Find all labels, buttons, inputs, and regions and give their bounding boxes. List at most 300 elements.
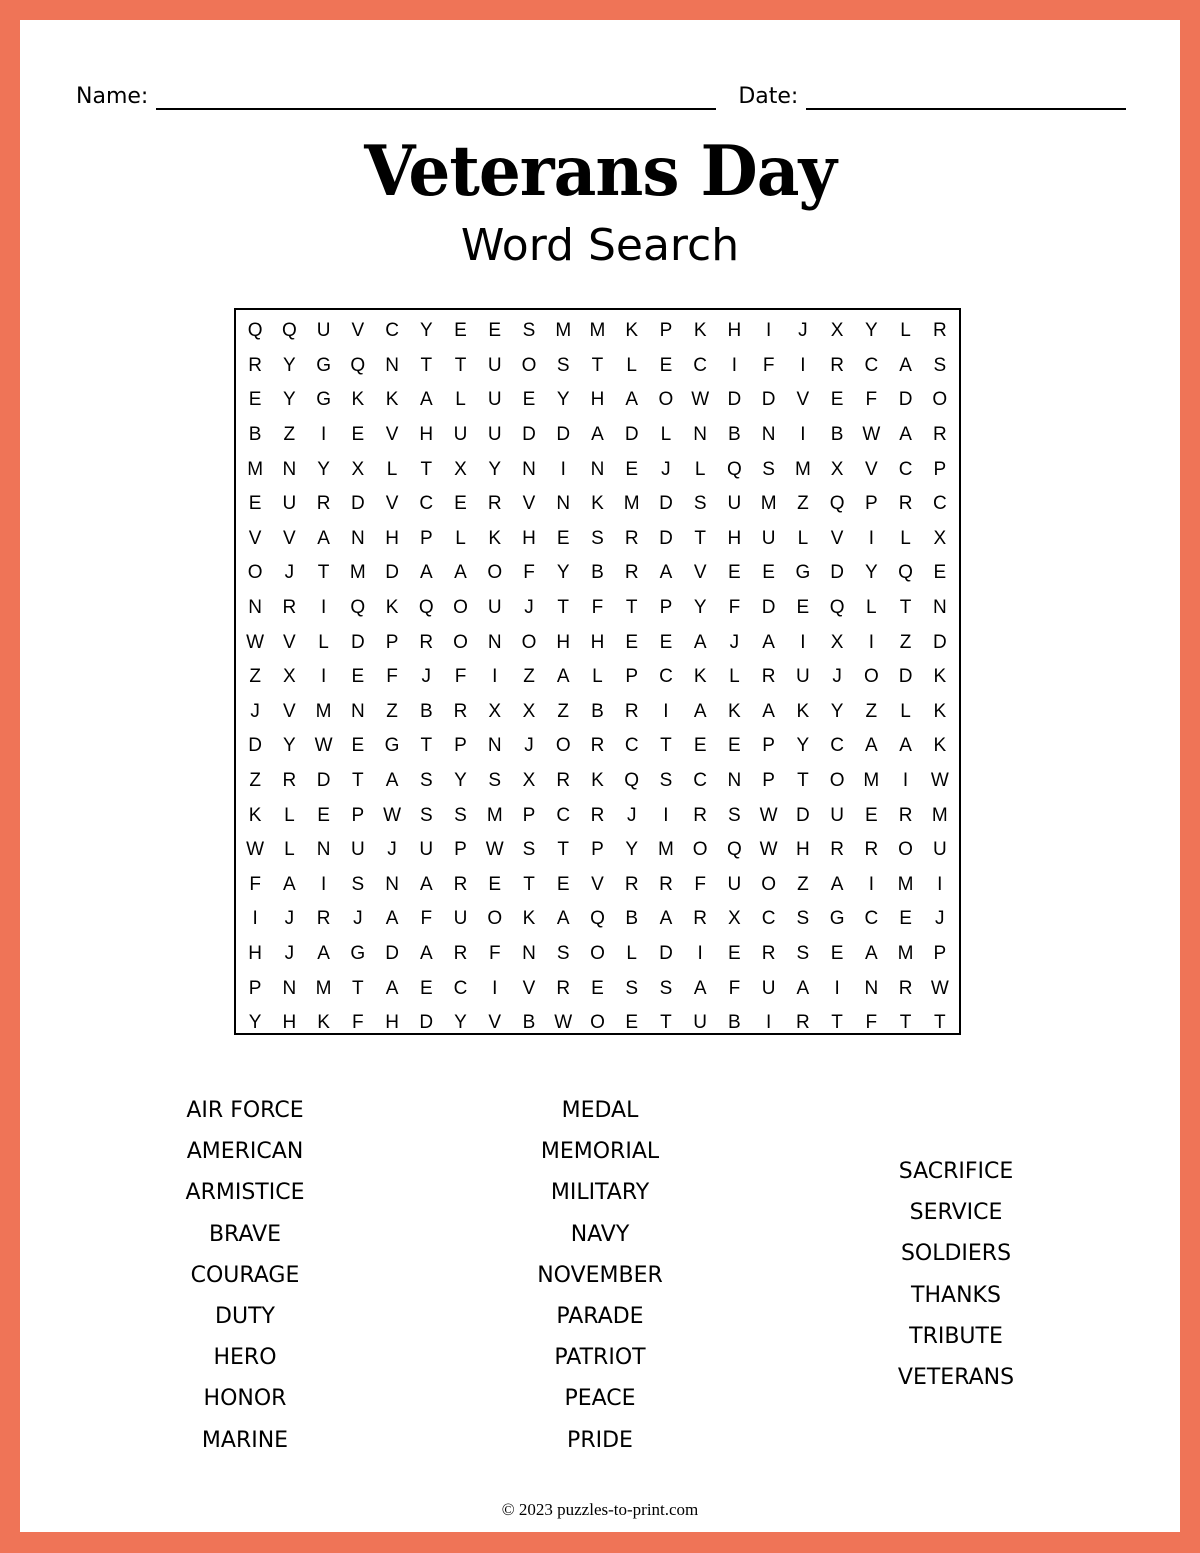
grid-cell[interactable]: Z (557, 700, 570, 722)
grid-cell[interactable]: N (727, 770, 742, 792)
grid-cell[interactable]: J (798, 320, 808, 342)
grid-cell[interactable]: K (693, 666, 707, 688)
grid-cell[interactable]: Y (454, 770, 467, 792)
grid-cell[interactable]: A (659, 562, 673, 584)
grid-cell[interactable]: Y (283, 735, 296, 757)
grid-cell[interactable]: U (419, 839, 434, 861)
grid-cell[interactable]: N (522, 458, 536, 480)
grid-cell[interactable]: H (385, 527, 399, 549)
grid-cell[interactable]: V (488, 1012, 502, 1034)
grid-cell[interactable]: T (352, 977, 364, 999)
grid-cell[interactable]: R (316, 493, 331, 515)
grid-cell[interactable]: N (693, 424, 708, 446)
grid-cell[interactable]: K (522, 908, 536, 930)
grid-cell[interactable]: T (420, 354, 433, 376)
grid-cell[interactable]: J (284, 908, 295, 930)
grid-cell[interactable]: O (521, 631, 537, 653)
grid-cell[interactable]: C (624, 735, 639, 757)
grid-cell[interactable]: A (591, 424, 604, 446)
grid-cell[interactable]: I (252, 908, 258, 930)
grid-cell[interactable]: M (589, 320, 606, 342)
grid-cell[interactable]: B (522, 1012, 536, 1034)
grid-cell[interactable]: I (800, 354, 806, 376)
date-field[interactable] (806, 84, 1126, 110)
grid-cell[interactable]: F (865, 389, 878, 411)
grid-cell[interactable]: M (349, 562, 366, 584)
grid-cell[interactable]: F (352, 1012, 364, 1034)
grid-cell[interactable]: O (692, 839, 708, 861)
grid-cell[interactable]: K (591, 493, 604, 515)
grid-cell[interactable]: V (385, 424, 399, 446)
grid-cell[interactable]: E (248, 493, 262, 515)
grid-cell[interactable]: S (419, 770, 433, 792)
grid-cell[interactable]: C (453, 977, 468, 999)
grid-cell[interactable]: D (350, 493, 365, 515)
grid-cell[interactable]: N (350, 527, 365, 549)
grid-cell[interactable]: E (728, 735, 741, 757)
grid-cell[interactable]: U (487, 597, 502, 619)
grid-cell[interactable]: U (932, 839, 947, 861)
grid-cell[interactable]: S (796, 908, 810, 930)
grid-cell[interactable]: S (591, 527, 604, 549)
grid-cell[interactable]: A (556, 666, 570, 688)
grid-cell[interactable]: E (830, 942, 844, 964)
grid-cell[interactable]: A (693, 631, 707, 653)
grid-cell[interactable]: F (386, 666, 398, 688)
grid-cell[interactable]: J (421, 666, 432, 688)
grid-cell[interactable]: I (697, 942, 703, 964)
grid-cell[interactable]: S (522, 320, 536, 342)
grid-cell[interactable]: M (760, 493, 777, 515)
grid-cell[interactable]: A (317, 942, 330, 964)
grid-cell[interactable]: K (728, 700, 741, 722)
grid-cell[interactable]: I (800, 424, 806, 446)
grid-cell[interactable]: U (453, 424, 468, 446)
grid-cell[interactable]: E (488, 320, 502, 342)
grid-cell[interactable]: O (521, 354, 537, 376)
grid-cell[interactable]: E (864, 804, 878, 826)
grid-cell[interactable]: P (454, 839, 467, 861)
grid-cell[interactable]: T (523, 873, 535, 895)
grid-cell[interactable]: K (591, 770, 604, 792)
grid-cell[interactable]: U (761, 527, 776, 549)
grid-cell[interactable]: E (625, 631, 639, 653)
grid-cell[interactable]: O (590, 942, 605, 964)
grid-cell[interactable]: V (522, 493, 536, 515)
grid-cell[interactable]: E (317, 804, 330, 826)
grid-cell[interactable]: R (590, 735, 605, 757)
grid-cell[interactable]: P (659, 320, 673, 342)
grid-cell[interactable]: Z (797, 873, 809, 895)
grid-cell[interactable]: R (453, 942, 468, 964)
grid-cell[interactable]: O (453, 597, 468, 619)
grid-cell[interactable]: Q (350, 597, 366, 619)
grid-cell[interactable]: G (316, 389, 331, 411)
grid-cell[interactable]: W (930, 770, 949, 792)
grid-cell[interactable]: A (385, 977, 399, 999)
grid-cell[interactable]: U (761, 977, 776, 999)
grid-cell[interactable]: E (351, 666, 365, 688)
grid-cell[interactable]: T (660, 1012, 672, 1034)
grid-cell[interactable]: J (729, 631, 740, 653)
grid-cell[interactable]: S (625, 977, 639, 999)
grid-cell[interactable]: M (897, 873, 914, 895)
grid-cell[interactable]: Z (386, 700, 398, 722)
grid-cell[interactable]: T (557, 839, 570, 861)
grid-cell[interactable]: M (658, 839, 674, 861)
grid-cell[interactable]: F (728, 597, 741, 619)
grid-cell[interactable]: B (248, 424, 262, 446)
grid-cell[interactable]: Q (590, 908, 605, 930)
grid-cell[interactable]: V (248, 527, 262, 549)
grid-cell[interactable]: R (830, 839, 844, 861)
grid-cell[interactable]: C (864, 354, 879, 376)
grid-cell[interactable]: E (728, 942, 741, 964)
grid-cell[interactable]: M (555, 320, 572, 342)
grid-cell[interactable]: N (556, 493, 571, 515)
grid-cell[interactable]: Y (317, 458, 330, 480)
grid-cell[interactable]: Y (454, 1012, 467, 1034)
grid-cell[interactable]: C (419, 493, 434, 515)
grid-cell[interactable]: L (455, 527, 466, 549)
grid-cell[interactable]: P (419, 527, 433, 549)
grid-cell[interactable]: W (246, 631, 265, 653)
grid-cell[interactable]: A (385, 908, 399, 930)
grid-cell[interactable]: U (796, 666, 810, 688)
grid-cell[interactable]: X (283, 666, 296, 688)
grid-cell[interactable]: R (316, 908, 331, 930)
grid-cell[interactable]: P (659, 597, 673, 619)
grid-cell[interactable]: P (933, 458, 947, 480)
grid-cell[interactable]: K (248, 804, 262, 826)
grid-cell[interactable]: E (522, 389, 536, 411)
grid-cell[interactable]: K (317, 1012, 330, 1034)
grid-cell[interactable]: U (282, 493, 297, 515)
grid-cell[interactable]: X (830, 320, 844, 342)
grid-cell[interactable]: H (419, 424, 434, 446)
grid-cell[interactable]: A (796, 977, 810, 999)
grid-cell[interactable]: K (693, 320, 707, 342)
grid-cell[interactable]: M (794, 458, 811, 480)
grid-cell[interactable]: W (862, 424, 881, 446)
grid-cell[interactable]: L (318, 631, 329, 653)
grid-cell[interactable]: I (800, 631, 806, 653)
grid-cell[interactable]: W (759, 839, 778, 861)
grid-cell[interactable]: F (591, 597, 604, 619)
grid-cell[interactable]: P (762, 770, 775, 792)
grid-cell[interactable]: L (455, 389, 466, 411)
grid-cell[interactable]: A (899, 735, 912, 757)
grid-cell[interactable]: O (932, 389, 948, 411)
grid-cell[interactable]: Y (556, 562, 570, 584)
grid-cell[interactable]: D (898, 389, 913, 411)
grid-cell[interactable]: R (898, 804, 913, 826)
grid-cell[interactable]: T (797, 770, 809, 792)
grid-cell[interactable]: R (453, 700, 468, 722)
grid-cell[interactable]: G (384, 735, 400, 757)
grid-cell[interactable]: C (385, 320, 399, 342)
grid-cell[interactable]: I (868, 527, 874, 549)
grid-cell[interactable]: O (829, 770, 845, 792)
grid-cell[interactable]: L (797, 527, 809, 549)
grid-cell[interactable]: Y (693, 597, 707, 619)
grid-cell[interactable]: D (419, 1012, 434, 1034)
grid-cell[interactable]: A (625, 389, 639, 411)
grid-cell[interactable]: Y (283, 389, 296, 411)
grid-cell[interactable]: D (624, 424, 639, 446)
grid-cell[interactable]: I (731, 354, 738, 376)
grid-cell[interactable]: X (454, 458, 467, 480)
grid-cell[interactable]: J (935, 908, 945, 930)
grid-cell[interactable]: M (623, 493, 640, 515)
grid-cell[interactable]: A (556, 908, 570, 930)
grid-cell[interactable]: P (248, 977, 262, 999)
grid-cell[interactable]: C (932, 493, 947, 515)
grid-cell[interactable]: R (624, 527, 639, 549)
grid-cell[interactable]: B (591, 700, 604, 722)
grid-cell[interactable]: T (352, 770, 364, 792)
grid-cell[interactable]: I (320, 873, 327, 895)
grid-cell[interactable]: N (316, 839, 331, 861)
grid-cell[interactable]: U (693, 1012, 708, 1034)
grid-cell[interactable]: T (694, 527, 706, 549)
grid-cell[interactable]: J (250, 700, 260, 722)
grid-cell[interactable]: D (556, 424, 571, 446)
grid-cell[interactable]: S (556, 354, 570, 376)
grid-cell[interactable]: P (522, 804, 536, 826)
grid-cell[interactable]: S (419, 804, 433, 826)
grid-cell[interactable]: Q (727, 839, 742, 861)
grid-cell[interactable]: J (284, 562, 295, 584)
grid-cell[interactable]: B (591, 562, 604, 584)
grid-cell[interactable]: S (762, 458, 775, 480)
grid-cell[interactable]: W (759, 804, 778, 826)
grid-cell[interactable]: H (248, 942, 262, 964)
grid-cell[interactable]: A (864, 735, 878, 757)
grid-cell[interactable]: I (868, 631, 874, 653)
grid-cell[interactable]: K (796, 700, 810, 722)
grid-cell[interactable]: L (660, 424, 672, 446)
grid-cell[interactable]: U (487, 389, 502, 411)
grid-cell[interactable]: R (624, 562, 639, 584)
grid-cell[interactable]: C (556, 804, 571, 826)
grid-cell[interactable]: P (385, 631, 399, 653)
grid-cell[interactable]: H (590, 631, 605, 653)
grid-cell[interactable]: U (830, 804, 844, 826)
grid-cell[interactable]: R (898, 977, 913, 999)
grid-cell[interactable]: D (932, 631, 947, 653)
grid-cell[interactable]: C (761, 908, 776, 930)
grid-cell[interactable]: M (315, 700, 332, 722)
grid-cell[interactable]: M (315, 977, 332, 999)
grid-cell[interactable]: A (419, 562, 433, 584)
grid-cell[interactable]: D (659, 493, 673, 515)
grid-cell[interactable]: K (625, 320, 639, 342)
grid-cell[interactable]: A (899, 354, 912, 376)
grid-cell[interactable]: F (523, 562, 535, 584)
grid-cell[interactable]: E (488, 873, 502, 895)
grid-cell[interactable]: N (864, 977, 879, 999)
grid-cell[interactable]: W (930, 977, 949, 999)
grid-cell[interactable]: D (350, 631, 365, 653)
grid-cell[interactable]: X (933, 527, 947, 549)
grid-cell[interactable]: L (284, 839, 295, 861)
grid-cell[interactable]: R (556, 770, 571, 792)
grid-cell[interactable]: I (663, 804, 669, 826)
grid-cell[interactable]: E (351, 735, 365, 757)
grid-cell[interactable]: J (353, 908, 363, 930)
grid-cell[interactable]: H (556, 631, 571, 653)
grid-cell[interactable]: V (796, 389, 810, 411)
grid-cell[interactable]: A (317, 527, 330, 549)
grid-cell[interactable]: T (934, 1012, 946, 1034)
grid-cell[interactable]: D (761, 389, 776, 411)
grid-cell[interactable]: I (663, 700, 669, 722)
grid-cell[interactable]: S (728, 804, 741, 826)
grid-cell[interactable]: T (420, 735, 433, 757)
grid-cell[interactable]: S (351, 873, 365, 895)
grid-cell[interactable]: E (728, 562, 741, 584)
grid-cell[interactable]: R (761, 666, 776, 688)
grid-cell[interactable]: R (590, 804, 605, 826)
grid-cell[interactable]: W (554, 1012, 573, 1034)
grid-cell[interactable]: R (556, 977, 571, 999)
grid-cell[interactable]: K (933, 700, 947, 722)
grid-cell[interactable]: R (248, 354, 262, 376)
grid-cell[interactable]: T (899, 597, 912, 619)
grid-cell[interactable]: S (488, 770, 502, 792)
grid-cell[interactable]: J (387, 839, 397, 861)
grid-cell[interactable]: C (693, 354, 708, 376)
grid-cell[interactable]: A (762, 700, 775, 722)
grid-cell[interactable]: H (727, 320, 742, 342)
grid-cell[interactable]: E (556, 527, 570, 549)
grid-cell[interactable]: F (865, 1012, 878, 1034)
grid-cell[interactable]: E (933, 562, 947, 584)
grid-cell[interactable]: P (933, 942, 947, 964)
grid-cell[interactable]: E (659, 354, 673, 376)
grid-cell[interactable]: T (591, 354, 604, 376)
grid-cell[interactable]: V (830, 527, 844, 549)
grid-cell[interactable]: N (761, 424, 776, 446)
grid-cell[interactable]: Y (864, 562, 878, 584)
grid-cell[interactable]: R (830, 354, 844, 376)
grid-cell[interactable]: E (591, 977, 604, 999)
grid-cell[interactable]: T (899, 1012, 912, 1034)
grid-cell[interactable]: T (454, 354, 467, 376)
grid-cell[interactable]: I (492, 977, 498, 999)
grid-cell[interactable]: U (316, 320, 331, 342)
grid-cell[interactable]: A (762, 631, 775, 653)
grid-cell[interactable]: Q (829, 597, 845, 619)
grid-cell[interactable]: U (727, 493, 742, 515)
grid-cell[interactable]: U (727, 873, 742, 895)
grid-cell[interactable]: D (385, 562, 399, 584)
grid-cell[interactable]: A (454, 562, 467, 584)
grid-cell[interactable]: S (659, 770, 673, 792)
grid-cell[interactable]: A (419, 942, 433, 964)
grid-cell[interactable]: N (522, 942, 536, 964)
grid-cell[interactable]: Q (829, 493, 845, 515)
grid-cell[interactable]: J (661, 458, 671, 480)
grid-cell[interactable]: V (522, 977, 536, 999)
grid-cell[interactable]: W (485, 839, 504, 861)
grid-cell[interactable]: W (246, 839, 265, 861)
grid-cell[interactable]: R (487, 493, 502, 515)
grid-cell[interactable]: B (830, 424, 844, 446)
grid-cell[interactable]: N (487, 631, 502, 653)
grid-cell[interactable]: Z (865, 700, 878, 722)
grid-cell[interactable]: M (247, 458, 264, 480)
grid-cell[interactable]: W (691, 389, 710, 411)
grid-cell[interactable]: H (796, 839, 810, 861)
grid-cell[interactable]: O (247, 562, 263, 584)
grid-cell[interactable]: V (693, 562, 707, 584)
grid-cell[interactable]: F (420, 908, 433, 930)
grid-cell[interactable]: R (761, 942, 776, 964)
grid-cell[interactable]: I (868, 873, 874, 895)
grid-cell[interactable]: I (560, 458, 566, 480)
grid-cell[interactable]: R (282, 597, 297, 619)
grid-cell[interactable]: S (659, 977, 673, 999)
grid-cell[interactable]: H (590, 389, 605, 411)
grid-cell[interactable]: N (282, 977, 297, 999)
grid-cell[interactable]: E (830, 389, 844, 411)
grid-cell[interactable]: E (625, 458, 639, 480)
grid-cell[interactable]: N (248, 597, 262, 619)
grid-cell[interactable]: W (314, 735, 333, 757)
grid-cell[interactable]: Z (899, 631, 912, 653)
grid-cell[interactable]: R (932, 424, 947, 446)
grid-cell[interactable]: X (522, 770, 536, 792)
grid-cell[interactable]: R (796, 1012, 810, 1034)
grid-cell[interactable]: M (863, 770, 880, 792)
grid-cell[interactable]: L (900, 320, 911, 342)
grid-cell[interactable]: A (385, 770, 399, 792)
grid-cell[interactable]: N (282, 458, 297, 480)
grid-cell[interactable]: X (830, 631, 844, 653)
grid-cell[interactable]: A (693, 977, 707, 999)
grid-cell[interactable]: Y (625, 839, 639, 861)
grid-cell[interactable]: J (284, 942, 295, 964)
grid-cell[interactable]: E (419, 977, 433, 999)
grid-cell[interactable]: V (591, 873, 604, 895)
grid-cell[interactable]: C (864, 908, 879, 930)
grid-cell[interactable]: J (626, 804, 637, 826)
grid-cell[interactable]: E (625, 1012, 639, 1034)
grid-cell[interactable]: R (282, 770, 297, 792)
grid-cell[interactable]: X (728, 908, 741, 930)
grid-cell[interactable]: E (454, 493, 467, 515)
grid-cell[interactable]: E (248, 389, 262, 411)
grid-cell[interactable]: C (898, 458, 913, 480)
grid-cell[interactable]: D (316, 770, 331, 792)
grid-cell[interactable]: Q (350, 354, 366, 376)
grid-cell[interactable]: T (317, 562, 330, 584)
grid-cell[interactable]: P (454, 735, 467, 757)
grid-cell[interactable]: J (524, 597, 534, 619)
grid-cell[interactable]: C (693, 770, 708, 792)
grid-cell[interactable]: O (761, 873, 777, 895)
grid-cell[interactable]: D (830, 562, 844, 584)
grid-cell[interactable]: V (351, 320, 365, 342)
grid-cell[interactable]: Y (419, 320, 433, 342)
grid-cell[interactable]: Q (281, 320, 297, 342)
grid-cell[interactable]: F (249, 873, 261, 895)
grid-cell[interactable]: K (351, 389, 365, 411)
grid-cell[interactable]: E (351, 424, 365, 446)
grid-cell[interactable]: N (385, 354, 399, 376)
